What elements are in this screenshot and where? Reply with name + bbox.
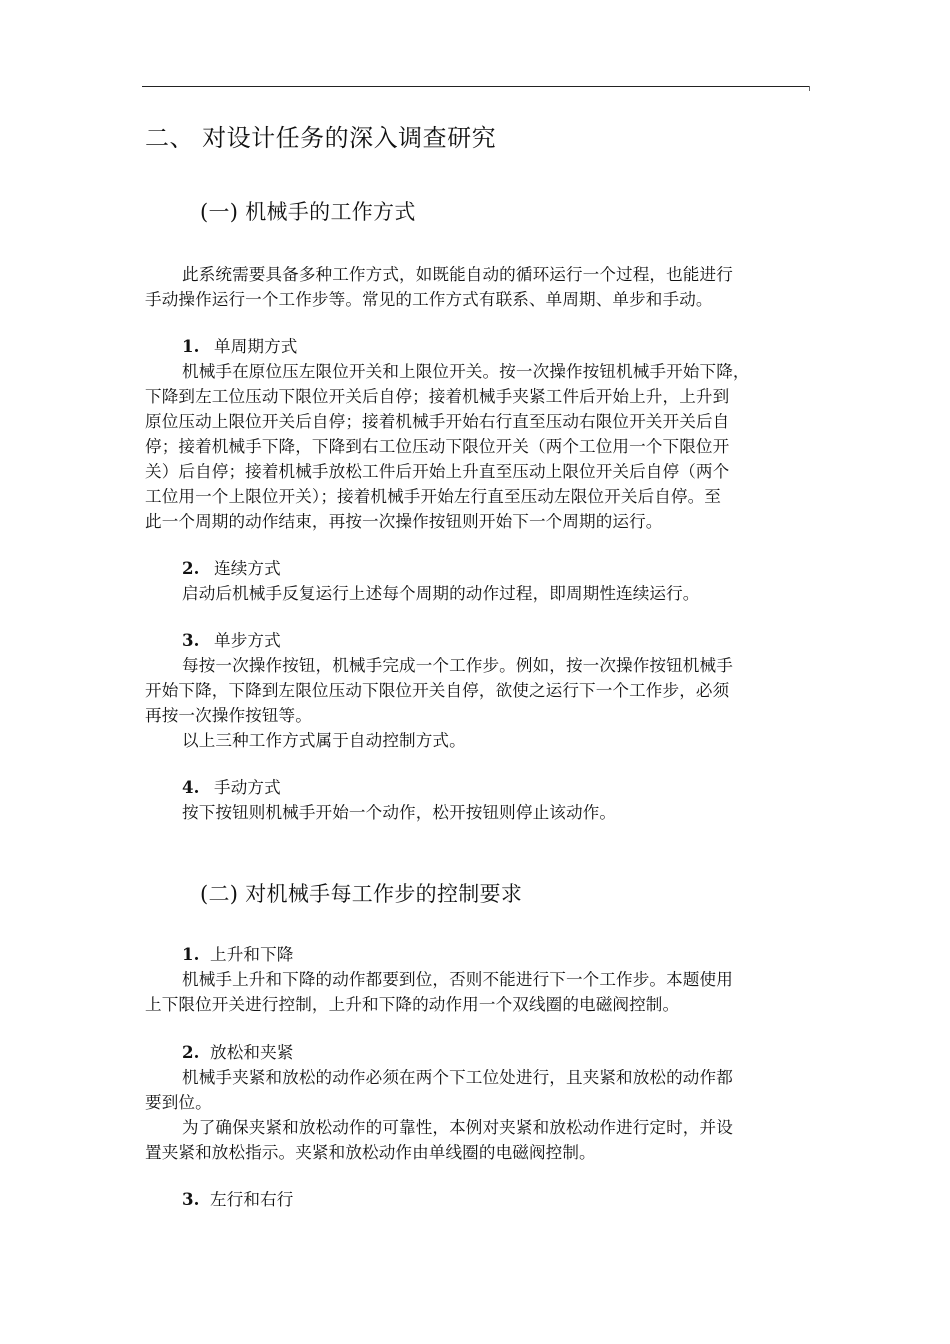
item-title: 手动方式 [214, 778, 281, 797]
item-number: 1. [182, 336, 200, 356]
item-number: 2. [182, 1042, 200, 1062]
item-heading [182, 1186, 293, 1210]
intro-line-2: 手动操作运行一个工作步等。常见的工作方式有联系、单周期、单步和手动。 [145, 290, 713, 309]
item-title: 单步方式 [214, 631, 281, 650]
paragraph-line: 启动后机械手反复运行上述每个周期的动作过程，即周期性连续运行。 [182, 584, 700, 603]
item-title: 放松和夹紧 [210, 1043, 294, 1062]
item-heading [182, 941, 293, 965]
intro-line-1: 此系统需要具备多种工作方式，如既能自动的循环运行一个过程，也能进行 [182, 265, 733, 284]
item-heading [182, 333, 297, 357]
item-heading [182, 627, 281, 651]
item-number: 2. [182, 558, 200, 578]
paragraph-line: 为了确保夹紧和放松动作的可靠性，本例对夹紧和放松动作进行定时，并设 [182, 1118, 733, 1137]
header-rule-tick [809, 86, 810, 91]
item-title: 连续方式 [214, 559, 281, 578]
subsection-title-1: (一) 机械手的工作方式 [200, 200, 416, 224]
item-title: 左行和右行 [210, 1190, 294, 1209]
paragraph-line: 机械手上升和下降的动作都要到位，否则不能进行下一个工作步。本题使用 [182, 970, 733, 989]
paragraph-line: 关）后自停；接着机械手放松工件后开始上升直至压动上限位开关后自停（两个 [145, 462, 730, 481]
item-title: 单周期方式 [214, 337, 298, 356]
paragraph-line: 要到位。 [145, 1093, 212, 1112]
item-number: 4. [182, 777, 200, 797]
item-heading [182, 555, 281, 579]
item-number: 3. [182, 630, 200, 650]
header-rule [142, 86, 809, 87]
paragraph-line: 再按一次操作按钮等。 [145, 706, 312, 725]
subsection-title-2: (二) 对机械手每工作步的控制要求 [200, 882, 523, 906]
paragraph-line: 上下限位开关进行控制，上升和下降的动作用一个双线圈的电磁阀控制。 [145, 995, 680, 1014]
item-title: 上升和下降 [210, 945, 294, 964]
paragraph-line: 机械手夹紧和放松的动作必须在两个下工位处进行，且夹紧和放松的动作都 [182, 1068, 733, 1087]
item-number: 3. [182, 1189, 200, 1209]
paragraph-line: 下降到左工位压动下限位开关后自停；接着机械手夹紧工件后开始上升，上升到 [145, 387, 730, 406]
item-number: 1. [182, 944, 200, 964]
paragraph-line: 停；接着机械手下降，下降到右工位压动下限位开关（两个工位用一个下限位开 [145, 437, 730, 456]
paragraph-line: 以上三种工作方式属于自动控制方式。 [182, 731, 466, 750]
paragraph-line: 此一个周期的动作结束，再按一次操作按钮则开始下一个周期的运行。 [145, 512, 663, 531]
section-title: 二、 对设计任务的深入调查研究 [145, 124, 497, 152]
paragraph-line: 置夹紧和放松指示。夹紧和放松动作由单线圈的电磁阀控制。 [145, 1143, 596, 1162]
paragraph-line: 原位压动上限位开关后自停；接着机械手开始右行直至压动右限位开关开关后自 [145, 412, 730, 431]
item-heading [182, 774, 281, 798]
paragraph-line: 每按一次操作按钮，机械手完成一个工作步。例如，按一次操作按钮机械手 [182, 656, 733, 675]
item-heading [182, 1039, 293, 1063]
paragraph-line: 开始下降，下降到左限位压动下限位开关自停，欲使之运行下一个工作步，必须 [145, 681, 730, 700]
paragraph-line: 机械手在原位压左限位开关和上限位开关。按一次操作按钮机械手开始下降， [182, 362, 750, 381]
paragraph-line: 按下按钮则机械手开始一个动作，松开按钮则停止该动作。 [182, 803, 617, 822]
paragraph-line: 工位用一个上限位开关）；接着机械手开始左行直至压动左限位开关后自停。至 [145, 487, 721, 506]
